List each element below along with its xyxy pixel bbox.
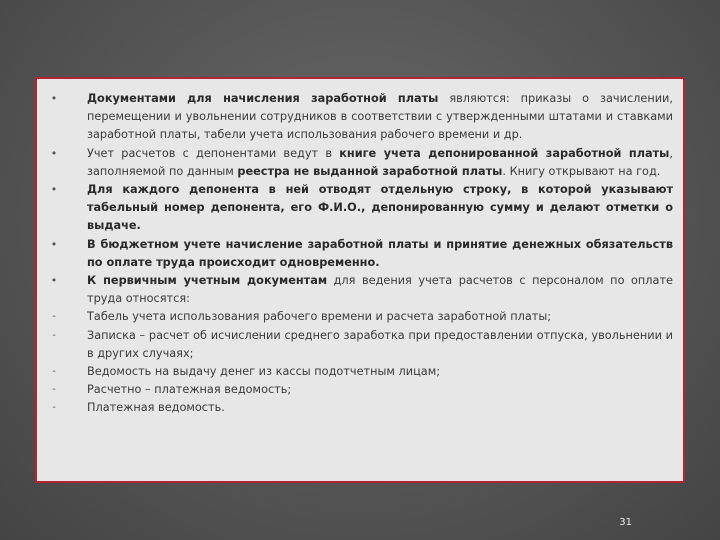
item-text: Табель учета использования рабочего времени и расчета заработной платы; (87, 310, 552, 324)
dash-marker: - (52, 402, 56, 414)
bold-text: В бюджетном учете начисление заработной платы и принятие денежных обязательств по оплате труда происходит одновременно. (87, 237, 673, 269)
item-text: Платежная ведомость. (87, 401, 225, 415)
item-text: , заполняемой по данным (87, 146, 673, 178)
bullet-marker: • (50, 92, 58, 105)
list-item (49, 236, 673, 272)
item-text: для ведения учета расчетов с персоналом по оплате труда относятся: (87, 274, 673, 306)
bold-text: книге учета депонированной заработной платы (339, 146, 670, 160)
list-item (49, 381, 673, 399)
bullet-marker: • (50, 274, 58, 288)
list-item (49, 272, 673, 308)
list-item (49, 90, 673, 145)
bullet-marker: • (50, 183, 58, 197)
dash-marker: - (52, 366, 56, 378)
list-item (49, 181, 673, 236)
bold-text: реестра не выданной заработной платы (237, 164, 503, 178)
item-text: Записка – расчет об исчислении среднего заработка при предоставлении отпуска, увольнении и в других случаях; (87, 328, 673, 360)
list-item (49, 363, 673, 381)
list-item (49, 399, 673, 417)
dash-marker: - (52, 384, 56, 396)
bold-text: Для каждого депонента в ней отводят отдельную строку, в которой указывают табельный номер депонента, его Ф.И.О., депонированную сумму и делают отметки о выдаче. (87, 183, 673, 233)
bullet-marker: • (50, 237, 58, 251)
list-item (49, 327, 673, 363)
dash-marker: - (52, 329, 56, 341)
item-text: Расчетно – платежная ведомость; (87, 383, 292, 397)
page-number: 31 (619, 517, 632, 528)
bullet-marker: • (50, 146, 58, 160)
list-item (49, 308, 673, 326)
item-text: являются: приказы о зачислении, перемещении и увольнении сотрудников в соответствии с утвержденными штатами и ставками заработной платы, табели учета использования рабочего времени и др. (87, 92, 673, 142)
item-text: . Книгу открывают на год. (502, 164, 661, 178)
item-text: Ведомость на выдачу денег из кассы подотчетным лицам; (87, 365, 441, 379)
content-panel (35, 77, 685, 483)
list-item (49, 145, 673, 181)
item-text: Учет расчетов с депонентами ведут в (87, 146, 340, 160)
bold-text: К первичным учетным документам (87, 274, 328, 288)
bold-text: Документами для начисления заработной платы (87, 92, 439, 105)
dash-marker: - (52, 311, 56, 323)
bullet-list (49, 90, 673, 418)
